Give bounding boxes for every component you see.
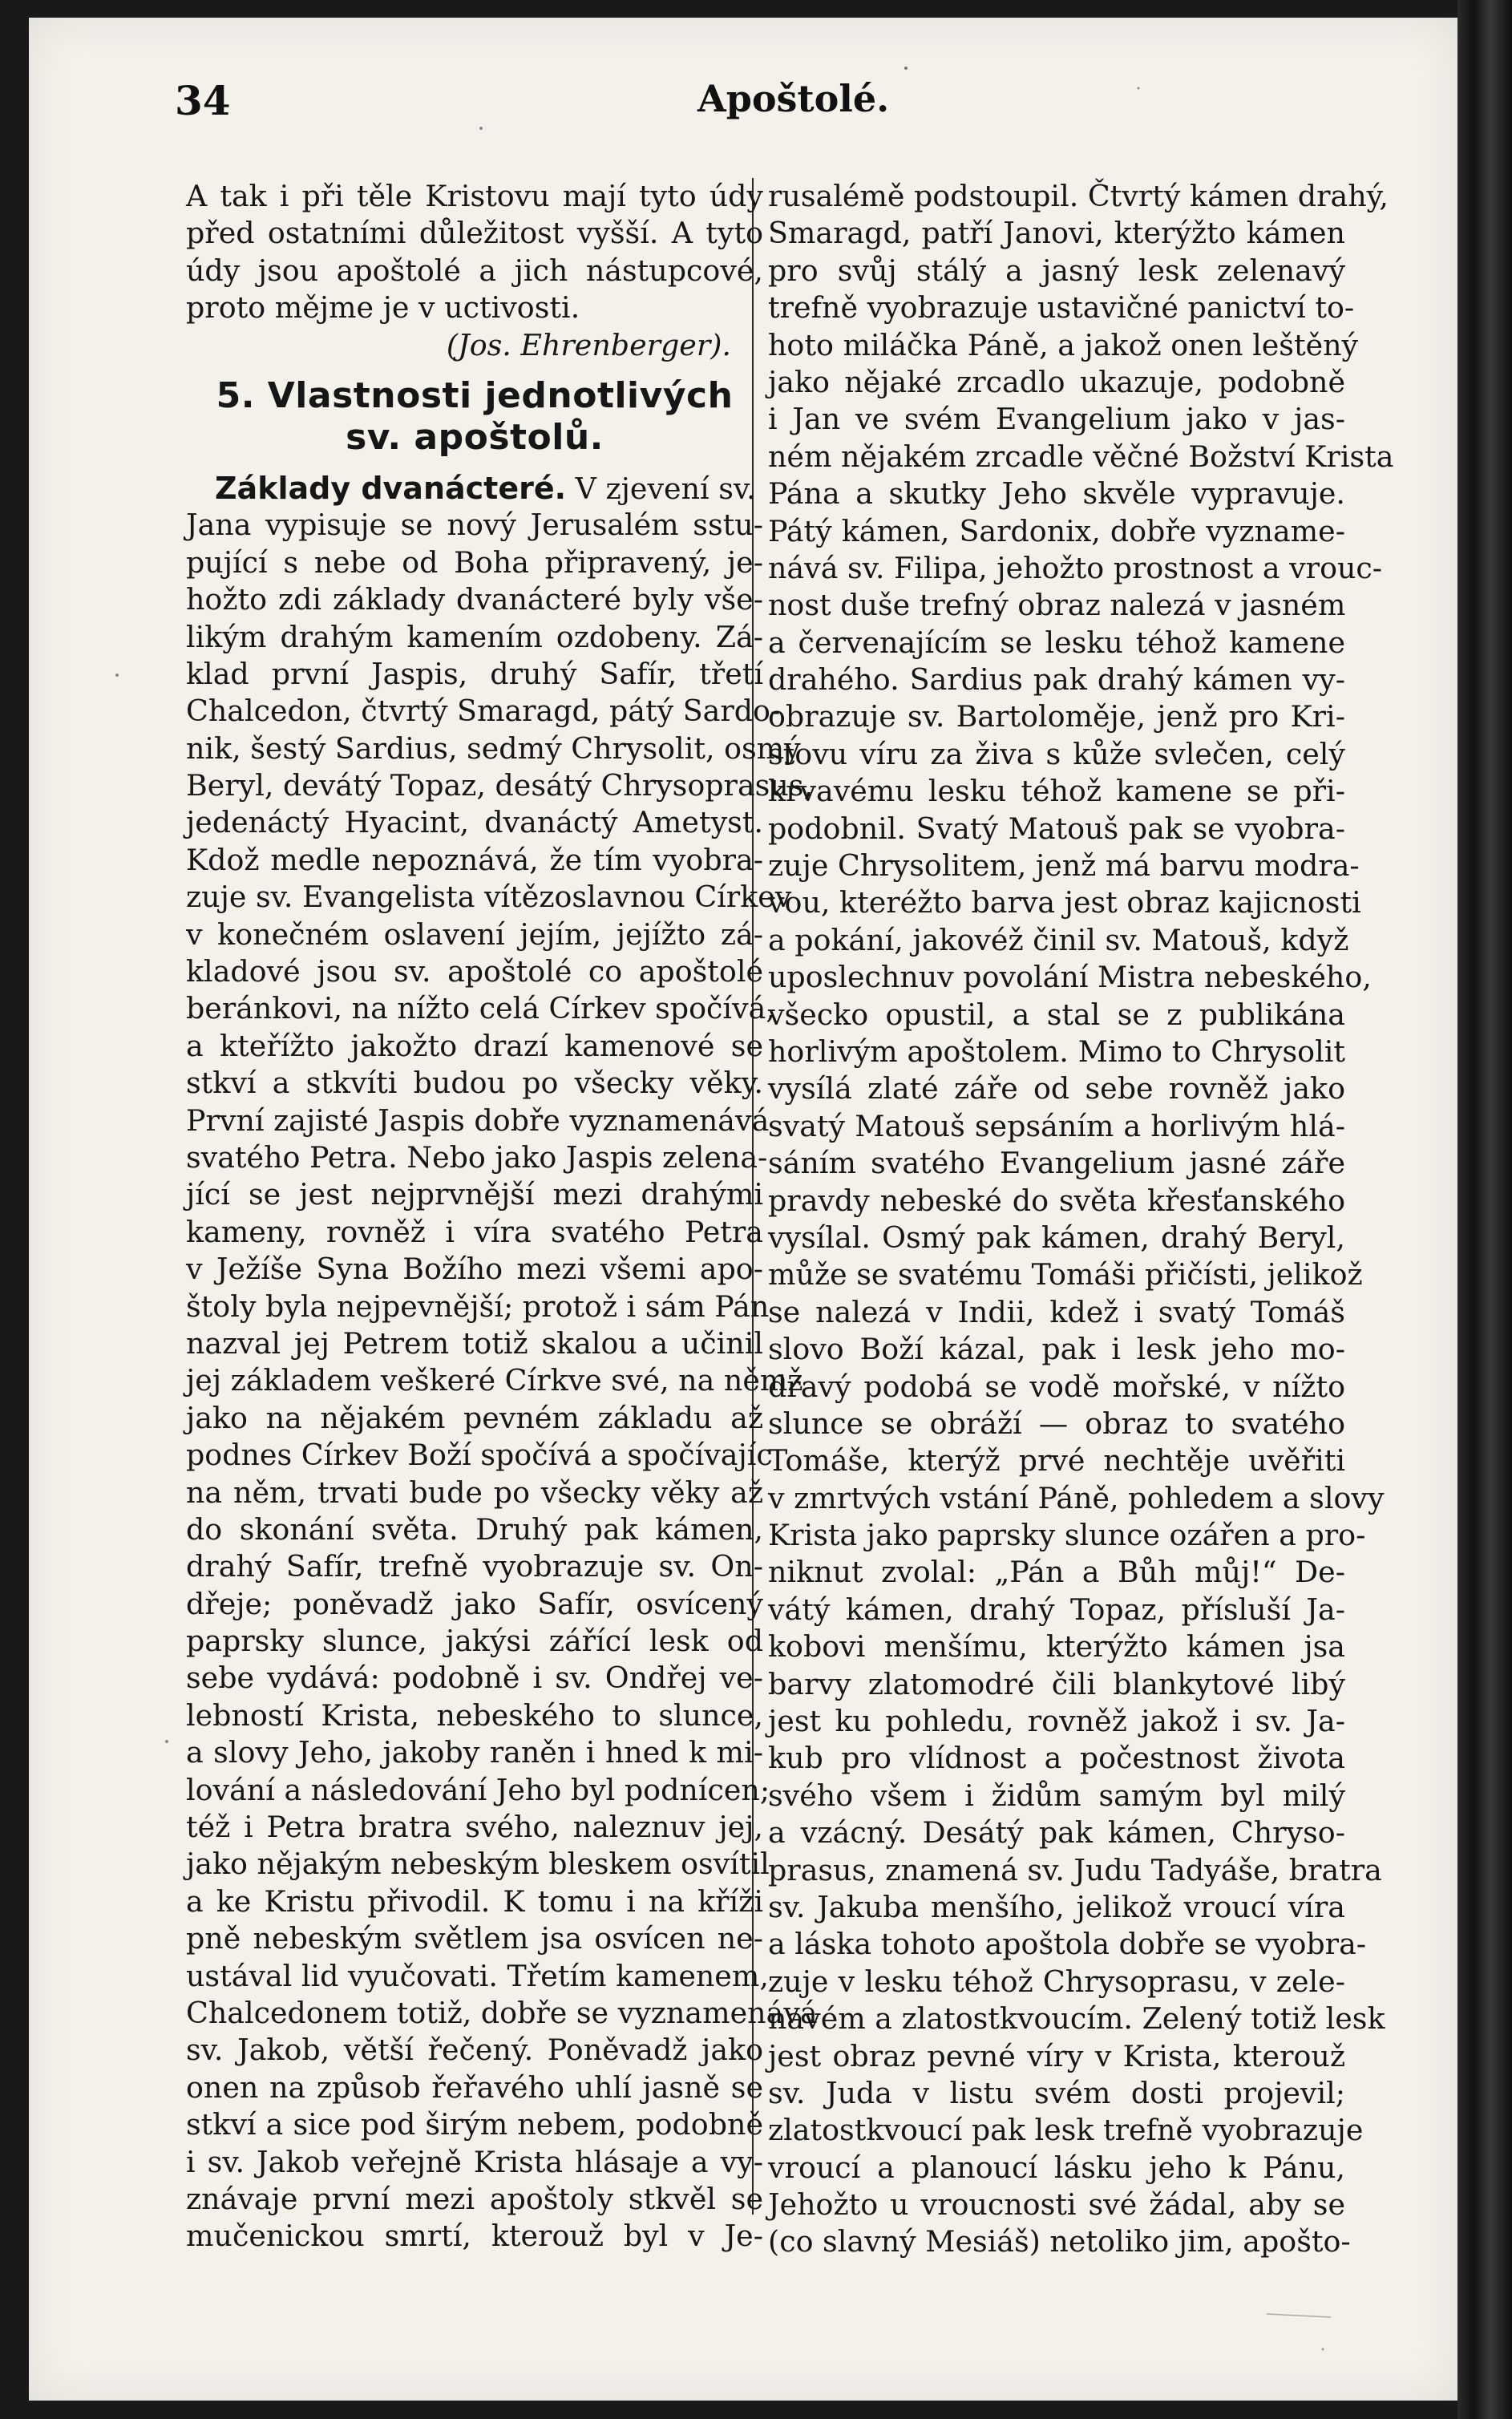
text-line: jako nějakým nebeským bleskem osvítil [186,1847,770,1882]
text-line: nik, šestý Sardius, sedmý Chrysolit, osmý [186,730,801,766]
left-column [186,178,818,2255]
text-line: na něm, trvati bude po všecky věky až [186,1474,763,1510]
text-line: stkví a sice pod širým nebem, podobně [186,2107,763,2142]
text-line: Pána a skutky Jeho skvěle vypravuje. [768,476,1345,512]
text-line: lování a následování Jeho byl podnícen; [186,1772,770,1807]
text-line: Jehožto u vroucnosti své žádal, aby se [768,2187,1345,2223]
text-line: vátý kámen, drahý Topaz, přísluší Ja- [768,1592,1345,1627]
subhead: Základy dvanácteré. [215,470,567,506]
text-line: před ostatními důležitost vyšší. A tyto [186,216,763,251]
text-line: dřeje; poněvadž jako Safír, osvícený [186,1586,763,1621]
text-line: podobnil. Svatý Matouš pak se vyobra- [768,811,1345,846]
text-line: (co slavný Mesiáš) netoliko jim, apošto- [768,2224,1351,2259]
text-line: sv. Juda v listu svém dosti projevil; [768,2075,1345,2110]
text-line: nazval jej Petrem totiž skalou a učinil [186,1325,763,1361]
text-line: též i Petra bratra svého, naleznuv jej, [186,1810,763,1845]
text-line: dravý podobá se vodě mořské, v nížto [768,1369,1345,1404]
page-edge-shadow [1457,0,1512,2419]
text-line: Beryl, devátý Topaz, desátý Chrysoprasus, [186,768,814,803]
text-line: i sv. Jakob veřejně Krista hlásaje a vy- [186,2144,763,2179]
text-line: zlatostkvoucí pak lesk trefně vyobrazuje [768,2113,1364,2148]
text-line: sáním svatého Evangelium jasné záře [768,1146,1345,1181]
text-line: jest obraz pevné víry v Krista, kterouž [768,2038,1345,2073]
text-line: v Ježíše Syna Božího mezi všemi apo- [186,1252,763,1287]
text-line: klad první Jaspis, druhý Safír, třetí [186,656,763,691]
text-line: štoly byla nejpevnější; protož i sám Pán [186,1288,770,1324]
text-line: sebe vydává: podobně i sv. Ondřej ve- [186,1661,763,1696]
text-line: a slovy Jeho, jakoby raněn i hned k mi- [186,1735,763,1770]
text-line: jako na nějakém pevném základu až [186,1400,763,1435]
text-line: vysílá zlaté záře od sebe rovněž jako [768,1071,1345,1106]
text-line: drahý Safír, trefně vyobrazuje sv. On- [186,1549,763,1584]
text-line: a pokání, jakovéž činil sv. Matouš, když [768,922,1349,957]
text-line: jest ku pohledu, rovněž jakož i sv. Ja- [768,1704,1345,1739]
text-line: Jana vypisuje se nový Jerusalém sstu- [186,508,763,543]
text-line: kobovi menšímu, kterýžto kámen jsa [768,1629,1345,1665]
text-line: sv. Jakuba menšího, jelikož vroucí víra [768,1889,1345,1924]
text-line: pující s nebe od Boha připravený, je- [186,544,763,580]
text-line: lebností Krista, nebeského to slunce, [186,1697,763,1733]
text-line: pro svůj stálý a jasný lesk zelenavý [768,253,1345,288]
text-line: Chalcedon, čtvrtý Smaragd, pátý Sardo- [186,694,781,729]
text-line: nost duše trefný obraz nalezá v jasném [768,588,1346,623]
text-line: kameny, rovněž i víra svatého Petra [186,1214,763,1249]
text-line: a červenajícím se lesku téhož kamene [768,625,1345,660]
text-line: navém a zlatostkvoucím. Zelený totiž lesk [768,2001,1385,2037]
text-line: prasus, znamená sv. Judu Tadyáše, bratra [768,1852,1382,1887]
text-line: sv. Jakob, větší řečený. Poněvadž jako [186,2033,763,2068]
text-line: stkví a stkvíti budou po všecky věky. [186,1066,763,1101]
text-line: drahého. Sardius pak drahý kámen vy- [768,662,1345,698]
text-line: Tomáše, kterýž prvé nechtěje uvěřiti [768,1443,1345,1479]
right-paragraph [768,178,1394,2261]
text-line: zuje v lesku téhož Chrysoprasu, v zele- [768,1964,1345,1999]
text-line: hoto miláčka Páně, a jakož onen leštěný [768,327,1359,362]
text-line: trefně vyobrazuje ustavičné panictví to- [768,290,1355,326]
spacer [186,364,763,375]
text-line: onen na způsob řeřavého uhlí jasně se [186,2069,763,2105]
text-line: Pátý kámen, Sardonix, dobře vyzname- [768,513,1345,548]
text-line: Krista jako paprsky slunce ozářen a pro- [768,1518,1366,1553]
text-line: jako nějaké zrcadlo ukazuje, podobně [768,364,1345,399]
text-line: jící se jest nejprvnější mezi drahými [186,1177,763,1212]
text-line: svého všem i židům samým byl milý [768,1778,1345,1813]
text-line: uposlechnuv povolání Mistra nebeského, [768,960,1372,995]
text-line: První zajisté Jaspis dobře vyznamenává [186,1102,770,1138]
text-line: a ke Kristu přivodil. K tomu i na kříži [186,1883,763,1919]
text-line: všecko opustil, a stal se z publikána [768,997,1345,1032]
text-line: A tak i při těle Kristovu mají tyto údy [186,179,763,213]
text-line: Kdož medle nepoznává, že tím vyobra- [186,842,763,877]
text-line: kladové jsou sv. apoštolé co apoštolé [186,954,763,989]
text-line: znávaje první mezi apoštoly stkvěl se [186,2181,763,2216]
text-line: svatého Petra. Nebo jako Jaspis zelena- [186,1139,768,1175]
text-line: v konečném oslavení jejím, jejížto zá- [186,916,763,952]
text-line: ustával lid vyučovati. Třetím kamenem, [186,1958,769,1993]
text-line: niknut zvolal: „Pán a Bůh můj!“ De- [768,1555,1345,1590]
section-title: 5. Vlastnosti jednotlivých [216,374,734,416]
text-line: vysílal. Osmý pak kámen, drahý Beryl, [768,1220,1345,1255]
text-line: se nalezá v Indii, kdež i svatý Tomáš [768,1294,1345,1329]
text-line: slovo Boží kázal, pak i lesk jeho mo- [768,1332,1345,1367]
signature: (Jos. Ehrenberger). [446,327,731,362]
text-line: zuje Chrysolitem, jenž má barvu modra- [768,848,1360,884]
text-line: do skonání světa. Druhý pak kámen, [186,1511,763,1547]
running-title: Apoštolé. [697,77,890,120]
text-line: likým drahým kamením ozdobeny. Zá- [186,619,763,654]
right-column [768,178,1394,2261]
text-line: mučenickou smrtí, kterouž byl v Je- [186,2219,763,2254]
text-line: Smaragd, patří Janovi, kterýžto kámen [768,216,1345,251]
text-line: ném nějakém zrcadle věčné Božství Krista [768,439,1394,474]
text-line: pně nebeským světlem jsa osvícen ne- [186,1921,763,1956]
section-title: sv. apoštolů. [346,416,604,458]
text-line: krvavému lesku téhož kamene se při- [768,774,1345,809]
text-line: hožto zdi základy dvanácteré byly vše- [186,582,763,617]
text-line: beránkovi, na nížto celá Církev spočívá, [186,991,775,1026]
text-line: může se svatému Tomáši přičísti, jelikož [768,1257,1363,1292]
page-number: 34 [175,77,231,124]
text-line: paprsky slunce, jakýsi zářící lesk od [186,1624,763,1659]
text-line: nává sv. Filipa, jehožto prostnost a vrouc- [768,550,1383,585]
text-line: zuje sv. Evangelista vítězoslavnou Církev [186,880,792,915]
subhead-rest: V zjevení sv. [566,471,756,506]
text-line: v zmrtvých vstání Páně, pohledem a slovy [768,1480,1385,1515]
text-line: vroucí a planoucí lásku jeho k Pánu, [768,2150,1345,2185]
text-line: a kteřížto jakožto drazí kamenové se [186,1028,763,1063]
text-line: pravdy nebeské do světa křesťanského [768,1183,1345,1218]
text-line: podnes Církev Boží spočívá a spočívajíc [186,1438,773,1473]
text-line: stovu víru za živa s kůže svlečen, celý [768,736,1345,771]
text-line: a láska tohoto apoštola dobře se vyobra- [768,1927,1367,1962]
text-line: vou, kteréžto barva jest obraz kajicnosti [768,885,1361,920]
text-line: proto mějme je v uctivosti. [186,290,580,326]
text-line: horlivým apoštolem. Mimo to Chrysolit [768,1034,1345,1069]
text-line: obrazuje sv. Bartoloměje, jenž pro Kri- [768,699,1345,734]
left-paragraph [186,507,818,2255]
text-line: údy jsou apoštolé a jich nástupcové, [186,253,763,288]
subhead-line [186,470,763,507]
text-line: barvy zlatomodré čili blankytové libý [768,1666,1345,1701]
text-line: jej základem veškeré Církve své, na němž [186,1363,803,1398]
text-line: kub pro vlídnost a počestnost života [768,1741,1345,1776]
text-line: svatý Matouš sepsáním a horlivým hlá- [768,1108,1345,1143]
text-line: i Jan ve svém Evangelium jako v jas- [768,402,1345,437]
text-line: jedenáctý Hyacint, dvanáctý Ametyst. [186,805,763,840]
text-line: slunce se obráží — obraz to svatého [768,1406,1345,1441]
text-line: a vzácný. Desátý pak kámen, Chryso- [768,1815,1345,1851]
text-line: rusalémě podstoupil. Čtvrtý kámen drahý, [768,179,1389,213]
spacer [186,459,763,470]
text-line: Chalcedonem totiž, dobře se vyznamenává [186,1995,818,2030]
